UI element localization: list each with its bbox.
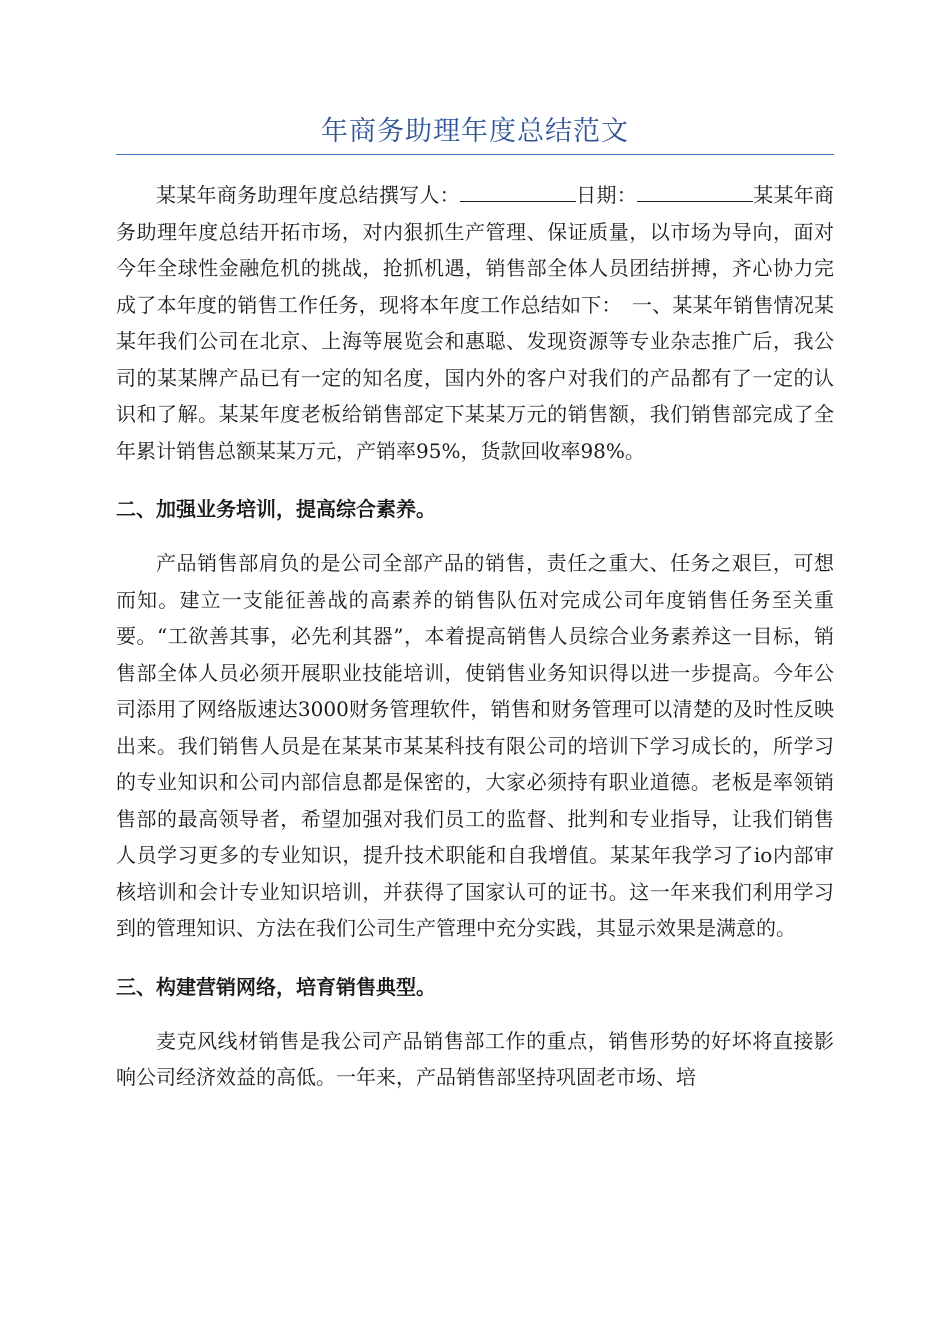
section-3-paragraph: 麦克风线材销售是我公司产品销售部工作的重点，销售形势的好坏将直接影响公司经济效益的高低。一年来，产品销售部坚持巩固老市场、培 (116, 1028, 834, 1089)
section-2-paragraph: 产品销售部肩负的是公司全部产品的销售，责任之重大、任务之艰巨，可想而知。建立一支能征善战的高素养的销售队伍对完成公司年度销售任务至关重要。“工欲善其事，必先利其器”，本着提高销售人员综合业务素养这一目标，销售部全体人员必须开展职业技能培训，使销售业务知识得以进一步提高。今年公司添用了网络版速达3000财务管理软件，销售和财务管理可以清楚的及时性反映出来。我们销售人员是在某某市某某科技有限公司的培训下学习成长的，所学习的专业知识和公司内部信息都是保密的，大家必须持有职业道德。老板是率领销售部的最高领导者，希望加强对我们员工的监督、批判和专业指导，让我们销售人员学习更多的专业知识，提升技术职能和自我增值。某某年我学习了io内部审核培训和会计专业知识培训，并获得了国家认可的证书。这一年来我们利用学习到的管理知识、方法在我们公司生产管理中充分实践，其显示效果是满意的。 (116, 551, 834, 940)
date-blank (637, 183, 753, 202)
document-page (116, 112, 834, 1096)
author-blank (460, 183, 576, 202)
intro-body: 某某年商务助理年度总结开拓市场，对内狠抓生产管理、保证质量，以市场为导向，面对今年全球性金融危机的挑战，抢抓机遇，销售部全体人员团结拼搏，齐心协力完成了本年度的销售工作任务，现将本年度工作总结如下： 一、某某年销售情况某某年我们公司在北京、上海等展览会和惠聪、发现资源等专业杂志推广后，我公司的某某牌产品已有一定的知名度，国内外的客户对我们的产品都有了一定的认识和了解。某某年度老板给销售部定下某某万元的销售额，我们销售部完成了全年累计销售总额某某万元，产销率95%，货款回收率98%。 (116, 183, 835, 463)
section-3-heading: 三、构建营销网络，培育销售典型。 (116, 974, 436, 999)
title-underline (116, 154, 834, 155)
intro-lead: 某某年商务助理年度总结撰写人： (156, 183, 460, 207)
date-label: 日期： (575, 183, 637, 207)
section-2-heading: 二、加强业务培训，提高综合素养。 (116, 497, 436, 521)
document-title: 年商务助理年度总结范文 (321, 116, 629, 147)
intro-paragraph (116, 177, 834, 469)
